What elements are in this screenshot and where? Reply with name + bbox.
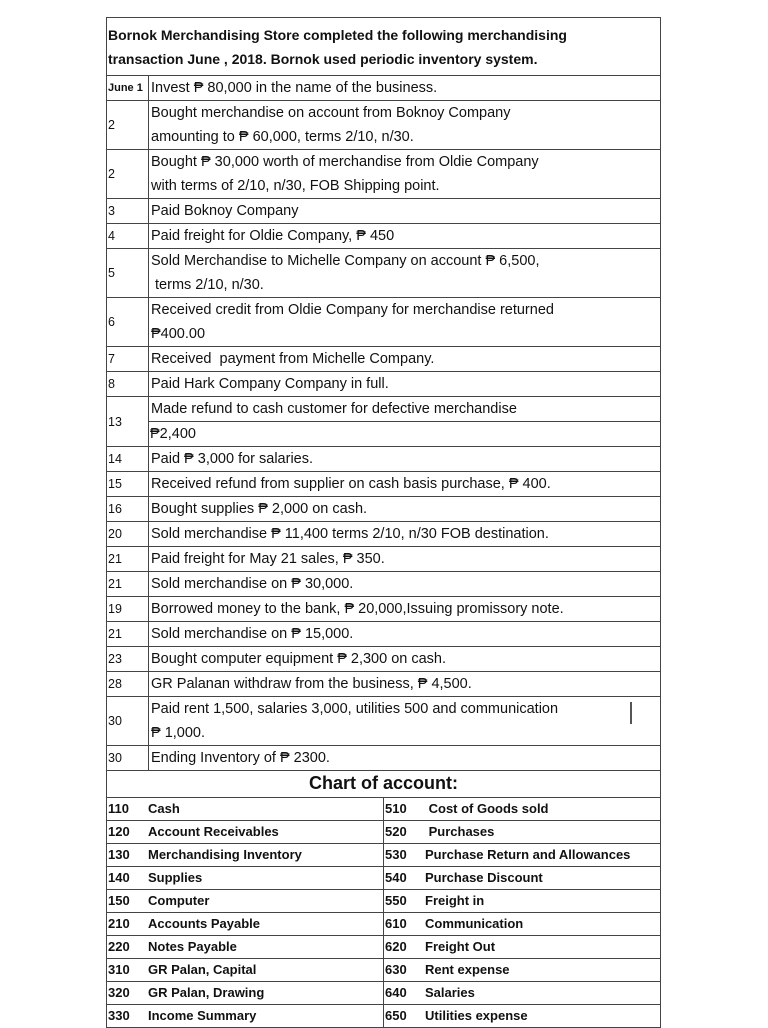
account-code: 530 — [385, 846, 407, 862]
account-entry — [107, 912, 384, 935]
chart-of-accounts-table — [106, 770, 661, 1028]
description-line: amounting to ₱ 60,000, terms 2/10, n/30. — [151, 129, 414, 145]
transaction-date: 13 — [107, 397, 149, 447]
description-line: ₱400.00 — [151, 326, 206, 342]
account-name: Merchandising Inventory — [148, 846, 302, 862]
transaction-row — [107, 522, 661, 547]
description-line: Invest ₱ 80,000 in the name of the business. — [151, 80, 438, 96]
account-code: 220 — [108, 938, 130, 954]
account-entry — [384, 866, 661, 889]
transaction-description — [149, 672, 661, 697]
account-code: 120 — [108, 823, 130, 839]
transaction-date: 8 — [107, 372, 149, 397]
account-code: 520 — [385, 823, 407, 839]
transaction-row — [107, 101, 661, 150]
transaction-description — [149, 101, 661, 150]
account-row — [107, 958, 661, 981]
transactions-table — [106, 17, 661, 771]
transaction-description — [149, 522, 661, 547]
description-line: Bought computer equipment ₱ 2,300 on cash. — [151, 651, 447, 667]
description-line: Paid Boknoy Company — [151, 203, 299, 219]
transaction-description — [149, 572, 661, 597]
account-code: 130 — [108, 846, 130, 862]
transaction-date: 2 — [107, 101, 149, 150]
account-row — [107, 797, 661, 820]
transaction-row — [107, 347, 661, 372]
account-code: 610 — [385, 915, 407, 931]
transaction-description — [149, 298, 661, 347]
description-line: Received payment from Michelle Company. — [151, 351, 435, 367]
transaction-row — [107, 597, 661, 622]
transaction-row — [107, 372, 661, 397]
transaction-description — [149, 597, 661, 622]
description-line: Bought merchandise on account from Boknoy Company — [151, 105, 511, 121]
chart-of-accounts-title-row — [107, 770, 661, 797]
account-name: Purchases — [425, 823, 495, 839]
transaction-row — [107, 150, 661, 199]
description-line: Borrowed money to the bank, ₱ 20,000,Issuing promissory note. — [151, 601, 564, 617]
transaction-row — [107, 76, 661, 101]
transaction-date: 15 — [107, 472, 149, 497]
transaction-row — [107, 746, 661, 771]
account-entry — [107, 889, 384, 912]
transaction-row — [107, 547, 661, 572]
transaction-date: 7 — [107, 347, 149, 372]
description-line: Bought supplies ₱ 2,000 on cash. — [151, 501, 368, 517]
transaction-row — [107, 298, 661, 347]
description-line: Sold merchandise ₱ 11,400 terms 2/10, n/30 FOB destination. — [151, 526, 549, 542]
account-name: Cost of Goods sold — [425, 800, 549, 816]
account-name: GR Palan, Drawing — [148, 984, 265, 1000]
account-code: 310 — [108, 961, 130, 977]
account-code: 550 — [385, 892, 407, 908]
transaction-date: 21 — [107, 572, 149, 597]
description-line: Sold merchandise on ₱ 30,000. — [151, 576, 354, 592]
transaction-description — [149, 372, 661, 397]
transaction-row — [107, 697, 661, 746]
description-line: Paid Hark Company Company in full. — [151, 376, 389, 392]
account-name: Salaries — [425, 984, 475, 1000]
account-entry — [384, 889, 661, 912]
transaction-description — [149, 746, 661, 771]
transaction-description — [149, 397, 661, 447]
account-code: 110 — [108, 800, 129, 816]
transaction-date: 6 — [107, 298, 149, 347]
description-line: Received credit from Oldie Company for merchandise returned — [151, 302, 554, 318]
account-name: Supplies — [148, 869, 203, 885]
account-entry — [384, 843, 661, 866]
description-line: ₱ 1,000. — [151, 725, 206, 741]
transaction-date: 4 — [107, 224, 149, 249]
transaction-date: 30 — [107, 697, 149, 746]
transaction-date: 5 — [107, 249, 149, 298]
transaction-description — [149, 224, 661, 249]
transaction-description — [149, 447, 661, 472]
transaction-description — [149, 76, 661, 101]
account-code: 510 — [385, 800, 407, 816]
problem-statement — [107, 18, 661, 76]
account-name: Purchase Return and Allowances — [425, 846, 631, 862]
account-name: Purchase Discount — [425, 869, 543, 885]
account-name: Accounts Payable — [148, 915, 260, 931]
description-line: Bought ₱ 30,000 worth of merchandise from Oldie Company — [151, 154, 539, 170]
account-code: 620 — [385, 938, 407, 954]
transaction-description — [149, 547, 661, 572]
transaction-date: 2 — [107, 150, 149, 199]
account-row — [107, 981, 661, 1004]
account-code: 650 — [385, 1007, 407, 1023]
description-line: with terms of 2/10, n/30, FOB Shipping point. — [151, 178, 440, 194]
transaction-description — [149, 347, 661, 372]
account-row — [107, 820, 661, 843]
chart-of-accounts-rows — [107, 797, 661, 1027]
account-name: Communication — [425, 915, 524, 931]
header-row — [107, 18, 661, 76]
account-name: Account Receivables — [148, 823, 279, 839]
transaction-row — [107, 672, 661, 697]
transaction-description — [149, 199, 661, 224]
transaction-row — [107, 199, 661, 224]
description-line: Paid ₱ 3,000 for salaries. — [151, 451, 314, 467]
account-entry — [107, 935, 384, 958]
transaction-description — [149, 472, 661, 497]
transaction-row — [107, 497, 661, 522]
account-entry — [107, 958, 384, 981]
account-name: Freight Out — [425, 938, 496, 954]
description-line: ₱2,400 — [148, 421, 660, 446]
transaction-date: 3 — [107, 199, 149, 224]
transaction-row — [107, 572, 661, 597]
account-entry — [384, 912, 661, 935]
transaction-row — [107, 224, 661, 249]
transaction-description — [149, 249, 661, 298]
account-entry — [384, 935, 661, 958]
account-entry — [384, 820, 661, 843]
account-name: Computer — [148, 892, 210, 908]
description-line: Paid freight for Oldie Company, ₱ 450 — [151, 228, 395, 244]
account-row — [107, 889, 661, 912]
transaction-date: 19 — [107, 597, 149, 622]
problem-statement-line-1: Bornok Merchandising Store completed the following merchandising — [108, 26, 567, 43]
account-entry — [384, 958, 661, 981]
transaction-date: 16 — [107, 497, 149, 522]
description-line: GR Palanan withdraw from the business, ₱ 4,500. — [151, 676, 472, 692]
account-name: Freight in — [425, 892, 485, 908]
account-row — [107, 843, 661, 866]
account-row — [107, 935, 661, 958]
transactions-document — [106, 17, 661, 1028]
transaction-description — [149, 697, 661, 746]
description-line: Made refund to cash customer for defective merchandise — [151, 401, 517, 417]
account-entry — [107, 843, 384, 866]
account-entry — [384, 797, 661, 820]
account-code: 540 — [385, 869, 407, 885]
chart-of-accounts-title: Chart of account: — [107, 770, 661, 797]
transaction-description — [149, 150, 661, 199]
account-name: Notes Payable — [148, 938, 237, 954]
transaction-row — [107, 397, 661, 447]
account-code: 630 — [385, 961, 407, 977]
account-entry — [107, 866, 384, 889]
account-code: 150 — [108, 892, 130, 908]
transaction-date: 21 — [107, 547, 149, 572]
transaction-date: 28 — [107, 672, 149, 697]
account-row — [107, 912, 661, 935]
transaction-row — [107, 622, 661, 647]
transaction-date: 23 — [107, 647, 149, 672]
transaction-date: 30 — [107, 746, 149, 771]
account-name: GR Palan, Capital — [148, 961, 257, 977]
account-code: 210 — [108, 915, 130, 931]
description-line: Ending Inventory of ₱ 2300. — [151, 750, 330, 766]
transaction-date: 14 — [107, 447, 149, 472]
stray-cell-border — [630, 702, 632, 724]
account-entry — [384, 981, 661, 1004]
transaction-row — [107, 447, 661, 472]
description-line: Paid freight for May 21 sales, ₱ 350. — [151, 551, 385, 567]
transaction-description — [149, 622, 661, 647]
transaction-rows — [107, 76, 661, 771]
description-line: Received refund from supplier on cash basis purchase, ₱ 400. — [151, 476, 551, 492]
account-name: Utilities expense — [425, 1007, 528, 1023]
transaction-row — [107, 249, 661, 298]
account-code: 140 — [108, 869, 130, 885]
account-entry — [107, 820, 384, 843]
account-row — [107, 866, 661, 889]
transaction-date: 21 — [107, 622, 149, 647]
description-line: Sold merchandise on ₱ 15,000. — [151, 626, 354, 642]
account-entry — [107, 797, 384, 820]
account-code: 320 — [108, 984, 130, 1000]
transaction-row — [107, 647, 661, 672]
account-name: Rent expense — [425, 961, 510, 977]
description-line: Paid rent 1,500, salaries 3,000, utilities 500 and communication — [151, 701, 559, 717]
transaction-row — [107, 472, 661, 497]
transaction-date: 20 — [107, 522, 149, 547]
transaction-date: June 1 — [107, 76, 149, 101]
transaction-description — [149, 497, 661, 522]
account-name: Cash — [148, 800, 180, 816]
description-line: Sold Merchandise to Michelle Company on account ₱ 6,500, — [151, 253, 540, 269]
problem-statement-line-2: transaction June , 2018. Bornok used periodic inventory system. — [108, 50, 538, 67]
description-line: terms 2/10, n/30. — [151, 277, 264, 293]
account-name: Income Summary — [148, 1007, 257, 1023]
account-code: 640 — [385, 984, 407, 1000]
transaction-description — [149, 647, 661, 672]
account-entry — [107, 981, 384, 1004]
account-code: 330 — [108, 1007, 130, 1023]
